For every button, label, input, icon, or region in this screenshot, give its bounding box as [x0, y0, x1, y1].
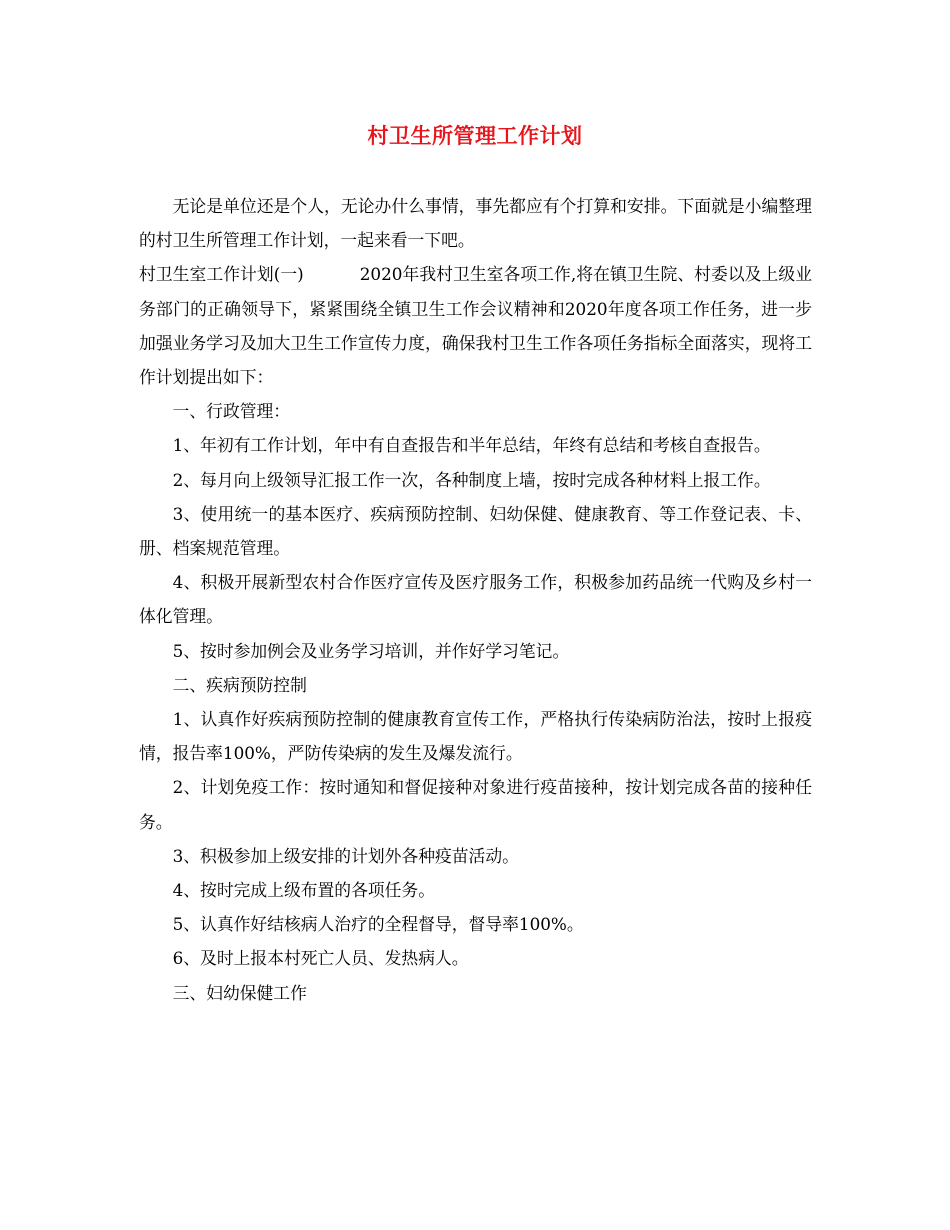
document-title: 村卫生所管理工作计划: [367, 123, 583, 148]
list-item: 4、积极开展新型农村合作医疗宣传及医疗服务工作，积极参加药品统一代购及乡村一体化管理。: [139, 572, 812, 627]
list-item: 4、按时完成上级布置的各项任务。: [172, 880, 435, 901]
section-heading-disease-control: 二、疾病预防控制: [172, 674, 307, 695]
section-heading-admin: 一、行政管理：: [172, 401, 291, 422]
list-item: 5、认真作好结核病人治疗的全程督导，督导率100%。: [172, 914, 584, 935]
list-item: 2、每月向上级领导汇报工作一次，各种制度上墙，按时完成各种材料上报工作。: [172, 469, 771, 490]
plan-heading: 村卫生室工作计划(一): [139, 264, 304, 285]
intro-paragraph: 无论是单位还是个人，无论办什么事情，事先都应有个打算和安排。下面就是小编整理的村卫生所管理工作计划，一起来看一下吧。: [139, 196, 812, 251]
section-heading-maternal-child: 三、妇幼保健工作: [172, 982, 307, 1003]
list-item: 5、按时参加例会及业务学习培训，并作好学习笔记。: [172, 640, 570, 661]
list-item: 6、及时上报本村死亡人员、发热病人。: [172, 948, 469, 969]
list-item: 2、计划免疫工作：按时通知和督促接种对象进行疫苗接种，按计划完成各苗的接种任务。: [139, 777, 812, 832]
plan-intro-text: 2020年我村卫生室各项工作,将在镇卫生院、村委以及上级业务部门的正确领导下，紧紧围绕全镇卫生工作会议精神和2020年度各项工作任务，进一步加强业务学习及加大卫生工作宣传力度，确保我村卫生工作各项任务指标全面落实，现将工作计划提出如下：: [139, 264, 812, 388]
list-item: 1、年初有工作计划，年中有自查报告和半年总结，年终有总结和考核自查报告。: [172, 435, 771, 456]
document-body: [139, 189, 812, 1010]
list-item: 1、认真作好疾病预防控制的健康教育宣传工作，严格执行传染病防治法，按时上报疫情，报告率100%，严防传染病的发生及爆发流行。: [139, 709, 812, 764]
plan-intro-paragraph: [139, 257, 812, 394]
list-item: 3、积极参加上级安排的计划外各种疫苗活动。: [172, 845, 519, 866]
list-item: 3、使用统一的基本医疗、疾病预防控制、妇幼保健、健康教育、等工作登记表、卡、册、档案规范管理。: [139, 503, 812, 559]
